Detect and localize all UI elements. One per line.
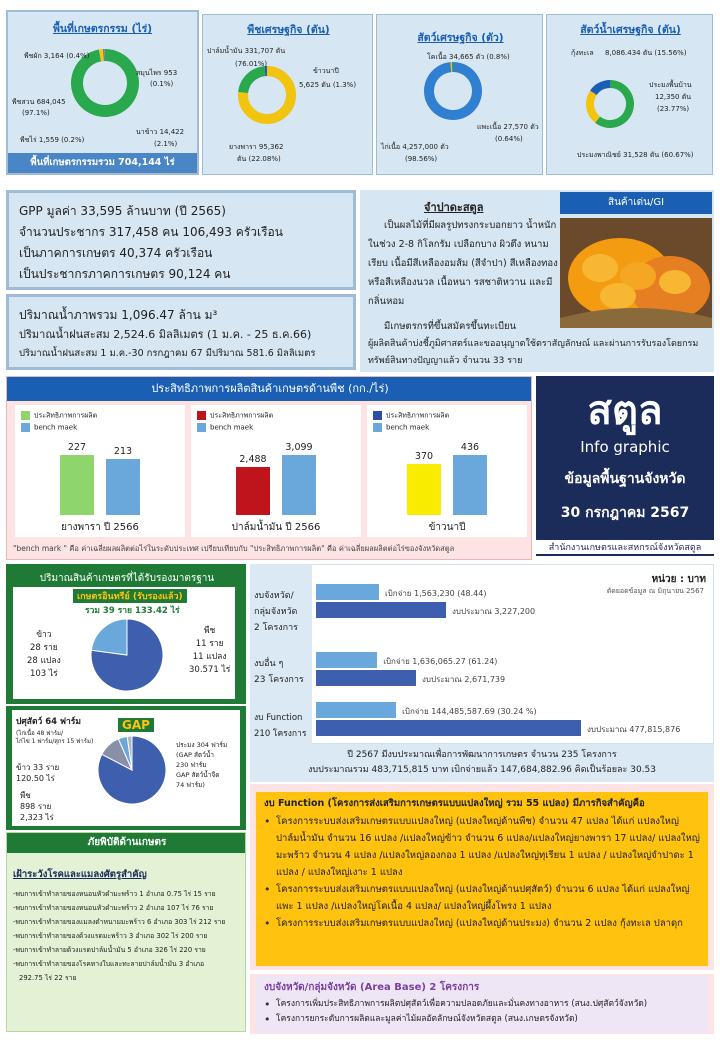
- area-item: • โครงการเพิ่มประสิทธิภาพการผลิตปศุสัตว์เพื่อความปลอดภัยและมั่นคงทางอาหาร (สนง.ปศุสัตว์จังหวัด): [264, 997, 700, 1012]
- function-list: [264, 813, 700, 932]
- organic-rice: ข้าว 28 ราย 28 แปลง 103 ไร่: [27, 630, 61, 679]
- water-total: ปริมาณน้ำภาพรวม 1,096.47 ล้าน ม³: [19, 308, 218, 322]
- land-herb: สมุนไพร 953: [136, 69, 178, 77]
- rain-2567: ปริมาณน้ำฝนสะสม 1 ม.ค.-30 กรกฎาคม 67 มีปริมาณ 581.6 มิลลิเมตร: [19, 348, 316, 359]
- budget-spent-label: เบิกจ่าย 1,563,230 (48.44): [384, 589, 487, 598]
- population: จำนวนประชากร 317,458 คน 106,493 ครัวเรือน: [19, 225, 283, 239]
- brand-sub2: ข้อมูลพื้นฐานจังหวัด: [564, 471, 686, 487]
- organic-label: เกษตรอินทรีย์ (รับรองแล้ว): [73, 589, 187, 603]
- econplant-donut: [235, 63, 299, 127]
- function-item: • โครงการระบบส่งเสริมเกษตรแบบแปลงใหญ่ (แปลงใหญ่ด้านประมง) จำนวน 2 แปลง กุ้งทะเล ปลาดุก: [264, 915, 700, 932]
- aquatic-comm: ประมงพาณิชย์ 31,528 ตัน (60.67%): [577, 151, 694, 159]
- function-item: • โครงการระบบส่งเสริมเกษตรแบบแปลงใหญ่ (แปลงใหญ่ด้านพืช) จำนวน 47 แปลง ได้แก่ แปลงใหญ่ปาล์มน้ำมัน จำนวน 16 แปลง /แปลงใหญ่ข้าว จำนวน 6 แปลง/แปลงใหญ่ยางพารา 17 แปลง/ แปลงใหญ่มะพร้าว จำนวน 4 แปลง /แปลงใหญ่ลองกอง 1 แปลง /แปลงใหญ่ทุเรียน 1 แปลง / แปลงใหญ่จำปาดะ 1 แปลง / แปลงใหญ่เงาะ 1 แปลง: [264, 813, 700, 881]
- standards-panel: [6, 564, 246, 704]
- budget-footer-1: ปี 2567 มีงบประมาณเพื่อการพัฒนาการเกษตร จำนวน 235 โครงการ: [347, 750, 617, 760]
- eff-bar-label: 227: [67, 442, 87, 453]
- livestock-chicken-pct: (98.56%): [405, 155, 438, 163]
- rain-2566: ปริมาณน้ำฝนสะสม 2,524.6 มิลลิเมตร (1 ม.ค. - 25 ธ.ค.66): [19, 328, 312, 341]
- eff-bar-label: 370: [414, 451, 434, 463]
- budget-total-label: งบประมาณ 477,815,876: [587, 725, 681, 734]
- econplant-rice-val: 5,625 ตัน (1.3%): [299, 81, 357, 89]
- budget-footer: [250, 744, 714, 782]
- legend-eff: ประสิทธิภาพการผลิต: [210, 411, 274, 420]
- legend-bench: bench maek: [386, 423, 430, 432]
- budget-total-bar: [316, 720, 581, 736]
- econplant-title: พืชเศรษฐกิจ (ตัน): [247, 24, 330, 36]
- province-name: สตูล: [587, 388, 663, 434]
- chart-rice-label: ข้าวนาปี: [428, 522, 466, 533]
- agri-population: เป็นประชากรภาคการเกษตร 90,124 คน: [19, 267, 231, 281]
- gap-plant: พืช 898 ราย 2,323 ไร่: [20, 791, 54, 822]
- aquatic-shrimp: กุ้งทะเล: [571, 49, 594, 57]
- function-box: [256, 792, 708, 966]
- water-panel: [6, 294, 356, 370]
- land-veg: พืชผัก 3,164 (0.4%): [24, 52, 90, 60]
- aquatic-fish-pct: (23.77%): [657, 105, 690, 113]
- organic-slice-1: [91, 619, 127, 655]
- organic-veg: พืช 11 ราย 11 แปลง 30.571 ไร่: [189, 626, 231, 675]
- aquatic-fish-val: 12,350 ตัน: [655, 93, 692, 101]
- area-box: [256, 976, 708, 1032]
- gap-live-sub2: ไก่ไข่ 1 ฟาร์ม/สุกร 15 ฟาร์ม): [16, 738, 94, 745]
- gpp-panel: [6, 190, 356, 290]
- efficiency-title: ประสิทธิภาพการผลิตสินค้าเกษตรด้านพืช (กก./ไร่): [7, 377, 532, 401]
- disaster-item: -พบการเข้าทำลายของโรคทางใบและทะลายปาล์มน้ำมัน 3 อำเภอ: [13, 960, 205, 968]
- budget-footer-2: งบประมาณรวม 483,715,815 บาท เบิกจ่ายแล้ว 147,684,882.96 คิดเป็นร้อยละ 30.53: [308, 765, 656, 775]
- aquatic-fish: ประมงพื้นบ้าน: [649, 81, 692, 89]
- livestock-goat-pct: (0.64%): [495, 135, 523, 143]
- standards-title: ปริมาณสินค้าเกษตรที่ได้รับรองมาตรฐาน: [39, 573, 215, 584]
- function-item: • โครงการระบบส่งเสริมเกษตรแบบแปลงใหญ่ (แปลงใหญ่ด้านปศุสัตว์) จำนวน 6 แปลง ได้แก่ แปลงใหญ่แพะ 1 แปลง /แปลงใหญ่โคเนื้อ 4 แปลง/ แปลงใหญ่ผึ้งโพรง 1 แปลง: [264, 881, 700, 915]
- gap-panel: [6, 706, 246, 830]
- aquatic-panel: [546, 14, 713, 175]
- gi-body2: มีเกษตรกรที่ขึ้นสมัครขึ้นทะเบียน: [384, 321, 517, 332]
- brand-date: 30 กรกฎาคม 2567: [560, 505, 690, 521]
- bench-note: "bench mark " คือ ค่าเฉลี่ยผลผลิตต่อไร่ในระดับประเทศ เปรียบเทียบกับ "ประสิทธิภาพการผลิต" คือ ค่าเฉลี่ยผลผลิตต่อไร่ของจังหวัดสตูล: [13, 544, 455, 553]
- budget-source: ตัดยอดข้อมูล ณ มิถุนายน 2567: [606, 587, 704, 595]
- jackfruit-image: [560, 218, 712, 328]
- budget-spent-label: เบิกจ่าย 144,485,587.69 (30.24 %): [402, 707, 537, 716]
- livestock-slice-0: [429, 67, 477, 115]
- legend-bench-swatch: [373, 423, 382, 432]
- econplant-rubber: ยางพารา 95,362: [229, 143, 284, 151]
- budget-total-label: งบประมาณ 2,671,739: [422, 675, 506, 684]
- bench-bar: [106, 459, 140, 515]
- gap-label: GAP: [118, 718, 154, 732]
- budget-group2: งบอื่น ๆ 23 โครงการ: [254, 659, 304, 685]
- aquatic-shrimp-val: 8,086.434 ตัน (15.56%): [605, 49, 687, 57]
- organic-sum: รวม 39 ราย 133.42 ไร่: [85, 606, 180, 616]
- bench-bar-label: 436: [460, 442, 480, 453]
- land-rice: นาข้าว 14,422: [136, 128, 185, 136]
- disaster-title: ภัยพิบัติด้านเกษตร: [7, 833, 246, 853]
- budget-spent-bar: [316, 702, 396, 718]
- budget-group3: งบ Function 210 โครงการ: [254, 713, 307, 739]
- econplant-rice: ข้าวนาปี: [313, 67, 339, 75]
- area-title: งบจังหวัด/กลุ่มจังหวัด (Area Base) 2 โครงการ: [264, 982, 480, 993]
- land-panel: [6, 10, 199, 175]
- organic-pie: [89, 617, 165, 693]
- land-garden: พืชสวน 684,045: [12, 98, 66, 106]
- gap-livestock: ปศุสัตว์ 64 ฟาร์ม: [16, 717, 81, 727]
- disaster-item: -พบการเข้าทำลายด้วงแรดปาล์มน้ำมัน 5 อำเภอ 326 ไร่ 220 ราย: [13, 946, 206, 954]
- disaster-item: -พบการเข้าทำลายของหนอนหัวดำมะพร้าว 1 อำเภอ 0.75 ไร่ 15 ราย: [13, 890, 216, 898]
- land-total: พื้นที่เกษตรกรรมรวม 704,144 ไร่: [8, 153, 197, 173]
- legend-eff-swatch: [197, 411, 206, 420]
- gap-box: [12, 710, 240, 826]
- legend-eff: ประสิทธิภาพการผลิต: [34, 411, 98, 420]
- budget-group1: งบจังหวัด/ กลุ่มจังหวัด 2 โครงการ: [254, 591, 299, 633]
- gi-body: เป็นผลไม้ที่มีผลรูปทรงกระบอกยาว น้ำหนักในช่วง 2-8 กิโลกรัม เปลือกบาง ผิวตึง หนามเรียบ เนื้อมีสีเหลืองอมส้ม (สีจำปา) สีเหลืองทอง หรือสีเหลืองนวล เนื้อหนา รสชาติหวาน และมีกลิ่นหอม: [368, 220, 558, 307]
- livestock-chicken: ไก่เนื้อ 4,257,000 ตัว: [381, 143, 449, 151]
- budget-total-bar: [316, 602, 446, 618]
- land-herb-pct: (0.1%): [150, 80, 174, 88]
- agri-households: เป็นภาคการเกษตร 40,374 ครัวเรือน: [19, 246, 213, 260]
- gi-body3: ผู้ผลิตสินค้าบ่งชี้ภูมิศาสตร์และขออนุญาตใช้ตราสัญลักษณ์ และผ่านการรับรองโดยกรมทรัพย์สินทางปัญญาแล้ว จำนวน 33 ราย: [368, 339, 699, 366]
- land-rice-pct: (2.1%): [154, 140, 178, 148]
- disaster-item: -พบการเข้าทำลายของหนอนหัวดำมะพร้าว 2 อำเภอ 107 ไร่ 76 ราย: [13, 904, 214, 912]
- aquatic-title: สัตว์น้ำเศรษฐกิจ (ตัน): [580, 24, 681, 36]
- eff-bar: [407, 464, 441, 515]
- aquatic-slice-0: [598, 84, 630, 124]
- disaster-head: เฝ้าระวังโรคและแมลงศัตรูสำคัญ: [13, 869, 147, 880]
- chart-palm: [191, 405, 361, 537]
- livestock-donut: [421, 59, 485, 123]
- land-field: พืชไร่ 1,559 (0.2%): [20, 136, 85, 144]
- budget-unit: หน่วย : บาท: [651, 574, 706, 585]
- legend-bench-swatch: [197, 423, 206, 432]
- legend-eff-swatch: [21, 411, 30, 420]
- econplant-rubber-pct: ตัน (22.08%): [237, 155, 281, 163]
- area-item: • โครงการยกระดับการผลิตและมูลค่าไม้ผลอัตลักษณ์จังหวัดสตูล (สนง.เกษตรจังหวัด): [264, 1012, 700, 1027]
- chart-palm-label: ปาล์มน้ำมัน ปี 2566: [231, 522, 321, 533]
- function-panel: [250, 784, 714, 970]
- gap-fish: ประมง 304 ฟาร์ม (GAP สัตว์น้ำ 230 ฟาร์ม GAP สัตว์น้ำจืด 74 ฟาร์ม): [176, 741, 228, 789]
- livestock-panel: [376, 14, 543, 175]
- disaster-list: [13, 887, 245, 985]
- aquatic-slice-2: [593, 84, 610, 93]
- budget-panel: [250, 564, 714, 744]
- econplant-slice-1: [243, 71, 265, 92]
- aquatic-donut: [583, 77, 637, 131]
- legend-bench: bench maek: [210, 423, 254, 432]
- bench-bar-label: 3,099: [285, 442, 313, 453]
- brand-panel: [536, 376, 714, 556]
- econplant-palm: ปาล์มน้ำมัน 331,707 ตัน: [207, 47, 286, 55]
- office-name: สำนักงานเกษตรและสหกรณ์จังหวัดสตูล: [536, 540, 714, 554]
- area-panel: [250, 974, 714, 1034]
- chart-rice: [367, 405, 527, 537]
- gi-header: สินค้าเด่น/GI: [560, 192, 712, 214]
- econplant-panel: [202, 14, 373, 175]
- legend-eff-swatch: [373, 411, 382, 420]
- gi-title: จำปาดะสตูล: [424, 201, 484, 214]
- legend-eff: ประสิทธิภาพการผลิต: [386, 411, 450, 420]
- organic-box: [13, 587, 235, 699]
- land-title: พื้นที่เกษตรกรรม (ไร่): [52, 23, 153, 35]
- efficiency-panel: [6, 376, 532, 560]
- budget-bars: [314, 564, 712, 744]
- livestock-goat: แพะเนื้อ 27,570 ตัว: [477, 123, 539, 131]
- budget-total-label: งบประมาณ 3,227,200: [452, 607, 536, 616]
- gap-rice: ข้าว 33 ราย 120.50 ไร่: [16, 763, 60, 783]
- legend-bench-swatch: [21, 423, 30, 432]
- budget-spent-bar: [316, 584, 379, 600]
- chart-rubber: [15, 405, 185, 537]
- bench-bar: [453, 455, 487, 515]
- disaster-item: -พบการเข้าทำลายของด้วงแรดมะพร้าว 3 อำเภอ 302 ไร่ 200 ราย: [13, 932, 208, 940]
- econplant-palm-pct: (76.01%): [235, 60, 268, 68]
- budget-spent-label: เบิกจ่าย 1,636,065.27 (61.24): [383, 657, 498, 666]
- eff-bar: [60, 455, 94, 515]
- aquatic-slice-1: [590, 93, 598, 120]
- brand-sub: Info graphic: [580, 438, 670, 456]
- bench-bar-label: 213: [113, 445, 133, 457]
- disaster-item: 292.75 ไร่ 22 ราย: [19, 974, 77, 982]
- eff-bar-label: 2,488: [239, 453, 267, 465]
- gi-panel: [360, 190, 714, 372]
- land-slice-0: [77, 55, 133, 111]
- gpp-value: GPP มูลค่า 33,595 ล้านบาท (ปี 2565): [19, 204, 226, 218]
- livestock-title: สัตว์เศรษฐกิจ (ตัว): [417, 32, 504, 44]
- gap-pie: [96, 734, 168, 806]
- land-garden-pct: (97.1%): [22, 109, 50, 117]
- eff-bar: [236, 467, 270, 515]
- chart-rubber-label: ยางพารา ปี 2566: [61, 522, 139, 533]
- budget-total-bar: [316, 670, 416, 686]
- gap-live-sub: (ไก่เนื้อ 48 ฟาร์ม/: [16, 730, 64, 737]
- area-list: [264, 997, 700, 1027]
- budget-spent-bar: [316, 652, 377, 668]
- disaster-panel: [6, 832, 246, 1032]
- bench-bar: [282, 455, 316, 515]
- function-title: งบ Function (โครงการส่งเสริมการเกษตรแบบแปลงใหญ่ รวม 55 แปลง) มีภารกิจสำคัญคือ: [264, 798, 645, 809]
- livestock-cattle: โคเนื้อ 34,665 ตัว (0.8%): [427, 53, 510, 61]
- legend-bench: bench maek: [34, 423, 78, 432]
- disaster-item: -พบการเข้าทำลายของแมลงดำหนามมะพร้าว 6 อำเภอ 303 ไร่ 212 ราย: [13, 918, 226, 926]
